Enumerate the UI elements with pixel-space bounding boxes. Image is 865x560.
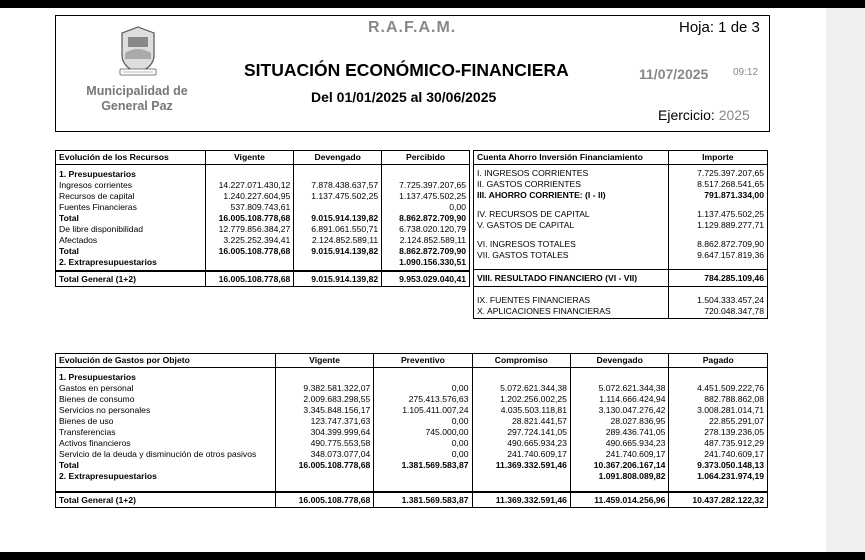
- gastos-row: [56, 449, 768, 460]
- recursos-total-percibido: 9.953.029.040,41: [382, 271, 470, 287]
- gastos-row: [56, 438, 768, 449]
- cuenta-row-importe: 7.725.397.207,65: [668, 165, 767, 180]
- gastos-total-compromiso: 11.369.332.591,46: [472, 492, 570, 508]
- gastos-header-vigente: Vigente: [275, 354, 374, 368]
- gastos-cell-pagado: 9.373.050.148,13: [669, 460, 768, 471]
- gastos-cell-vigente: 2.009.683.298,55: [275, 394, 374, 405]
- cuenta-row-importe: 791.871.334,00: [668, 190, 767, 201]
- cuenta-row: [474, 250, 768, 261]
- cuenta-row-label: VII. GASTOS TOTALES: [474, 250, 669, 261]
- recursos-cell-percibido: 1.137.475.502,25: [382, 191, 470, 202]
- gastos-cell-compromiso: [472, 471, 570, 492]
- gastos-cell-pagado: 1.064.231.974,19: [669, 471, 768, 492]
- cuenta-row: [474, 270, 768, 287]
- gastos-cell-compromiso: 297.724.141,05: [472, 427, 570, 438]
- recursos-row: [56, 202, 470, 213]
- top-border: [0, 0, 865, 8]
- cuenta-row-importe: 1.137.475.502,25: [668, 209, 767, 220]
- recursos-row-label: Total: [56, 246, 206, 257]
- cuenta-row-importe: [668, 201, 767, 209]
- gastos-cell-pagado: 278.139.236,05: [669, 427, 768, 438]
- recursos-row: [56, 235, 470, 246]
- gastos-cell-pagado: 882.788.862,08: [669, 394, 768, 405]
- gastos-row: [56, 383, 768, 394]
- gastos-row: [56, 460, 768, 471]
- recursos-cell-percibido: 8.862.872.709,90: [382, 246, 470, 257]
- recursos-cell-vigente: 16.005.108.778,68: [205, 246, 294, 257]
- gastos-cell-compromiso: [472, 368, 570, 384]
- gastos-row-label: Gastos en personal: [56, 383, 276, 394]
- cuenta-row: [474, 306, 768, 319]
- cuenta-row-label: [474, 201, 669, 209]
- gastos-row: [56, 471, 768, 492]
- recursos-cell-percibido: [382, 165, 470, 181]
- recursos-cell-devengado: 6.891.061.550,71: [294, 224, 382, 235]
- gastos-row-label: 1. Presupuestarios: [56, 368, 276, 384]
- cuenta-row-label: II. GASTOS CORRIENTES: [474, 179, 669, 190]
- recursos-cell-devengado: 9.015.914.139,82: [294, 213, 382, 224]
- recursos-header-row: [56, 151, 470, 165]
- gastos-header-preventivo: Preventivo: [374, 354, 472, 368]
- gastos-row: [56, 427, 768, 438]
- recursos-cell-percibido: 0,00: [382, 202, 470, 213]
- gastos-cell-devengado: 289.436.741,05: [570, 427, 669, 438]
- gastos-cell-preventivo: [374, 368, 472, 384]
- gastos-cell-compromiso: 1.202.256.002,25: [472, 394, 570, 405]
- cuenta-row: [474, 179, 768, 190]
- cuenta-row-label: [474, 287, 669, 296]
- recursos-cell-percibido: 7.725.397.207,65: [382, 180, 470, 191]
- recursos-cell-devengado: [294, 165, 382, 181]
- gastos-cell-vigente: 9.382.581.322,07: [275, 383, 374, 394]
- recursos-cell-devengado: [294, 202, 382, 213]
- recursos-row-label: De libre disponibilidad: [56, 224, 206, 235]
- gastos-row-label: Transferencias: [56, 427, 276, 438]
- gastos-row: [56, 394, 768, 405]
- recursos-cell-devengado: 1.137.475.502,25: [294, 191, 382, 202]
- gastos-cell-devengado: 10.367.206.167,14: [570, 460, 669, 471]
- gastos-row: [56, 368, 768, 384]
- recursos-cell-vigente: 1.240.227.604,95: [205, 191, 294, 202]
- cuenta-row-importe: 1.504.333.457,24: [668, 295, 767, 306]
- viewer-background: [826, 8, 865, 552]
- gastos-total-pagado: 10.437.282.122,32: [669, 492, 768, 508]
- recursos-row: [56, 224, 470, 235]
- gastos-row-label: Bienes de uso: [56, 416, 276, 427]
- cuenta-row: [474, 239, 768, 250]
- gastos-cell-preventivo: 0,00: [374, 416, 472, 427]
- gastos-cell-vigente: 16.005.108.778,68: [275, 460, 374, 471]
- gastos-cell-preventivo: [374, 471, 472, 492]
- cuenta-row-label: III. AHORRO CORRIENTE: (I - II): [474, 190, 669, 201]
- cuenta-header-importe: Importe: [668, 151, 767, 165]
- gastos-cell-compromiso: 5.072.621.344,38: [472, 383, 570, 394]
- recursos-cell-devengado: 7.878.438.637,57: [294, 180, 382, 191]
- gastos-row-label: Bienes de consumo: [56, 394, 276, 405]
- municipal-seal-icon: [117, 25, 159, 77]
- cuenta-row-importe: 8.517.268.541,65: [668, 179, 767, 190]
- recursos-header-label: Evolución de los Recursos: [56, 151, 206, 165]
- gastos-cell-pagado: [669, 368, 768, 384]
- gastos-row: [56, 416, 768, 427]
- recursos-total-row: [56, 271, 470, 287]
- recursos-row: [56, 257, 470, 271]
- report-date: 11/07/2025: [639, 66, 709, 82]
- cuenta-row-label: [474, 231, 669, 239]
- recursos-cell-vigente: 14.227.071.430,12: [205, 180, 294, 191]
- report-time: 09:12: [733, 67, 759, 78]
- gastos-row-label: Total: [56, 460, 276, 471]
- cuenta-row-importe: [668, 261, 767, 270]
- municipality-name: Municipalidad de General Paz: [86, 84, 188, 113]
- cuenta-header-row: [474, 151, 768, 165]
- gastos-header-devengado: Devengado: [570, 354, 669, 368]
- gastos-header-compromiso: Compromiso: [472, 354, 570, 368]
- gastos-cell-devengado: 490.665.934,23: [570, 438, 669, 449]
- gastos-cell-devengado: [570, 368, 669, 384]
- cuenta-row: [474, 261, 768, 270]
- gastos-cell-devengado: 241.740.609,17: [570, 449, 669, 460]
- gastos-total-vigente: 16.005.108.778,68: [275, 492, 374, 508]
- gastos-cell-vigente: [275, 368, 374, 384]
- cuenta-row: [474, 165, 768, 180]
- cuenta-row-label: I. INGRESOS CORRIENTES: [474, 165, 669, 180]
- gastos-row-label: 2. Extrapresupuestarios: [56, 471, 276, 492]
- recursos-cell-vigente: [205, 257, 294, 271]
- gastos-cell-vigente: 123.747.371,63: [275, 416, 374, 427]
- cuenta-row: [474, 287, 768, 296]
- recursos-cell-percibido: 2.124.852.589,11: [382, 235, 470, 246]
- recursos-row-label: 2. Extrapresupuestarios: [56, 257, 206, 271]
- cuenta-header-label: Cuenta Ahorro Inversión Financiamiento: [474, 151, 669, 165]
- cuenta-row-importe: [668, 231, 767, 239]
- recursos-cell-percibido: 6.738.020.120,79: [382, 224, 470, 235]
- gastos-cell-vigente: 3.345.848.156,17: [275, 405, 374, 416]
- recursos-row: [56, 180, 470, 191]
- gastos-cell-devengado: 28.027.836,95: [570, 416, 669, 427]
- recursos-cell-vigente: 537.809.743,61: [205, 202, 294, 213]
- gastos-cell-compromiso: 11.369.332.591,46: [472, 460, 570, 471]
- cuenta-row-importe: 9.647.157.819,36: [668, 250, 767, 261]
- gastos-header-row: [56, 354, 768, 368]
- recursos-row-label: Fuentes Financieras: [56, 202, 206, 213]
- fiscal-year-value: 2025: [718, 107, 750, 123]
- recursos-row-label: Afectados: [56, 235, 206, 246]
- system-name: R.A.F.A.M.: [368, 19, 457, 36]
- cuenta-row-importe: 8.862.872.709,90: [668, 239, 767, 250]
- gastos-cell-compromiso: 4.035.503.118,81: [472, 405, 570, 416]
- gastos-total-label: Total General (1+2): [56, 492, 276, 508]
- gastos-total-row: [56, 492, 768, 508]
- gastos-cell-preventivo: 0,00: [374, 383, 472, 394]
- gastos-cell-vigente: 348.073.077,04: [275, 449, 374, 460]
- cuenta-row: [474, 209, 768, 220]
- recursos-row: [56, 213, 470, 224]
- fiscal-year: [658, 107, 750, 123]
- cuenta-row-label: V. GASTOS DE CAPITAL: [474, 220, 669, 231]
- recursos-cell-vigente: 3.225.252.394,41: [205, 235, 294, 246]
- cuenta-row: [474, 295, 768, 306]
- gastos-cell-compromiso: 28.821.441,57: [472, 416, 570, 427]
- recursos-cell-percibido: 8.862.872.709,90: [382, 213, 470, 224]
- recursos-row-label: 1. Presupuestarios: [56, 165, 206, 181]
- gastos-header-label: Evolución de Gastos por Objeto: [56, 354, 276, 368]
- recursos-row-label: Total: [56, 213, 206, 224]
- recursos-row-label: Recursos de capital: [56, 191, 206, 202]
- gastos-table: [55, 353, 768, 508]
- gastos-row-label: Servicios no personales: [56, 405, 276, 416]
- gastos-cell-devengado: 1.091.808.089,82: [570, 471, 669, 492]
- gastos-cell-preventivo: 1.105.411.007,24: [374, 405, 472, 416]
- cuenta-row-importe: 1.129.889.277,71: [668, 220, 767, 231]
- gastos-row-label: Activos financieros: [56, 438, 276, 449]
- gastos-cell-pagado: 487.735.912,29: [669, 438, 768, 449]
- cuenta-row: [474, 190, 768, 201]
- gastos-cell-devengado: 1.114.666.424,94: [570, 394, 669, 405]
- recursos-header-vigente: Vigente: [205, 151, 294, 165]
- gastos-cell-preventivo: 0,00: [374, 449, 472, 460]
- recursos-row: [56, 191, 470, 202]
- recursos-total-vigente: 16.005.108.778,68: [205, 271, 294, 287]
- gastos-cell-vigente: [275, 471, 374, 492]
- recursos-total-label: Total General (1+2): [56, 271, 206, 287]
- gastos-cell-pagado: 22.855.291,07: [669, 416, 768, 427]
- cuenta-row-label: X. APLICACIONES FINANCIERAS: [474, 306, 669, 319]
- recursos-total-devengado: 9.015.914.139,82: [294, 271, 382, 287]
- gastos-header-pagado: Pagado: [669, 354, 768, 368]
- cuenta-row-importe: 784.285.109,46: [668, 270, 767, 287]
- cuenta-ahorro-table: [473, 150, 768, 319]
- gastos-cell-pagado: 241.740.609,17: [669, 449, 768, 460]
- recursos-header-percibido: Percibido: [382, 151, 470, 165]
- recursos-row-label: Ingresos corrientes: [56, 180, 206, 191]
- report-period: Del 01/01/2025 al 30/06/2025: [311, 89, 497, 105]
- gastos-cell-vigente: 490.775.553,58: [275, 438, 374, 449]
- bottom-border: [0, 552, 865, 560]
- report-title: SITUACIÓN ECONÓMICO-FINANCIERA: [244, 60, 569, 80]
- recursos-cell-vigente: 16.005.108.778,68: [205, 213, 294, 224]
- recursos-cell-vigente: 12.779.856.384,27: [205, 224, 294, 235]
- cuenta-row-label: IX. FUENTES FINANCIERAS: [474, 295, 669, 306]
- page-indicator: Hoja: 1 de 3: [679, 19, 760, 36]
- cuenta-row-importe: 720.048.347,78: [668, 306, 767, 319]
- gastos-cell-devengado: 5.072.621.344,38: [570, 383, 669, 394]
- recursos-cell-devengado: 2.124.852.589,11: [294, 235, 382, 246]
- cuenta-row: [474, 220, 768, 231]
- gastos-cell-compromiso: 490.665.934,23: [472, 438, 570, 449]
- gastos-cell-pagado: 4.451.509.222,76: [669, 383, 768, 394]
- cuenta-row-label: VIII. RESULTADO FINANCIERO (VI - VII): [474, 270, 669, 287]
- gastos-row: [56, 405, 768, 416]
- cuenta-row-label: IV. RECURSOS DE CAPITAL: [474, 209, 669, 220]
- gastos-cell-pagado: 3.008.281.014,71: [669, 405, 768, 416]
- gastos-total-devengado: 11.459.014.256,96: [570, 492, 669, 508]
- recursos-cell-devengado: [294, 257, 382, 271]
- recursos-cell-devengado: 9.015.914.139,82: [294, 246, 382, 257]
- recursos-table: [55, 150, 470, 287]
- cuenta-row-importe: [668, 287, 767, 296]
- cuenta-row-label: [474, 261, 669, 270]
- gastos-cell-preventivo: 275.413.576,63: [374, 394, 472, 405]
- recursos-header-devengado: Devengado: [294, 151, 382, 165]
- recursos-cell-vigente: [205, 165, 294, 181]
- gastos-cell-preventivo: 0,00: [374, 438, 472, 449]
- recursos-row: [56, 165, 470, 181]
- gastos-total-preventivo: 1.381.569.583,87: [374, 492, 472, 508]
- recursos-row: [56, 246, 470, 257]
- gastos-cell-devengado: 3.130.047.276,42: [570, 405, 669, 416]
- recursos-cell-percibido: 1.090.156.330,51: [382, 257, 470, 271]
- gastos-cell-vigente: 304.399.999,64: [275, 427, 374, 438]
- gastos-cell-preventivo: 745.000,00: [374, 427, 472, 438]
- fiscal-year-label: Ejercicio:: [658, 107, 715, 123]
- gastos-row-label: Servicio de la deuda y disminución de otros pasivos: [56, 449, 276, 460]
- cuenta-row: [474, 231, 768, 239]
- gastos-cell-compromiso: 241.740.609,17: [472, 449, 570, 460]
- cuenta-row-label: VI. INGRESOS TOTALES: [474, 239, 669, 250]
- gastos-cell-preventivo: 1.381.569.583,87: [374, 460, 472, 471]
- cuenta-row: [474, 201, 768, 209]
